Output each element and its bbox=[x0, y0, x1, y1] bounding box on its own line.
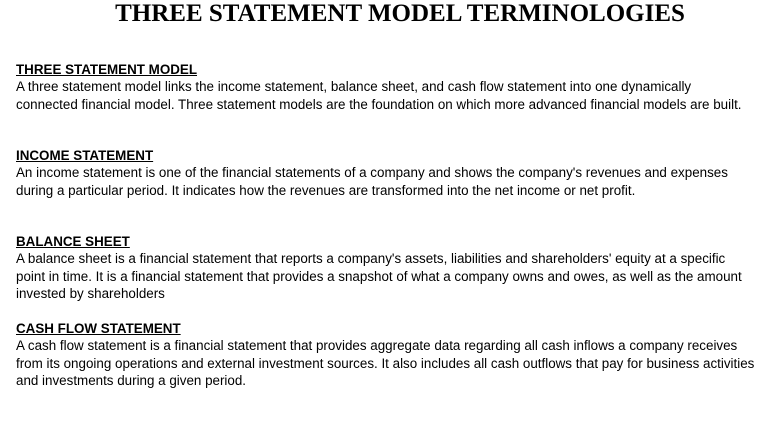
page-title: THREE STATEMENT MODEL TERMINOLOGIES bbox=[115, 0, 685, 27]
section-cash-flow-statement bbox=[16, 320, 756, 389]
section-body: A cash flow statement is a financial statement that provides aggregate data regarding all cash inflows a company receives from its ongoing operations and external investment sources. It also includes all cash outflows that pay for business activities and investments during a given period. bbox=[16, 338, 755, 388]
section-body: A three statement model links the income statement, balance sheet, and cash flow statement into one dynamically connected financial model. Three statement models are the foundation on which more advanced financial models are built. bbox=[16, 79, 742, 112]
section-heading: THREE STATEMENT MODEL bbox=[16, 62, 198, 77]
section-balance-sheet bbox=[16, 233, 756, 302]
section-three-statement-model bbox=[16, 61, 756, 113]
section-heading: CASH FLOW STATEMENT bbox=[16, 321, 181, 336]
section-heading: INCOME STATEMENT bbox=[16, 148, 154, 163]
section-body: A balance sheet is a financial statement that reports a company's assets, liabilities and shareholders' equity at a specific point in time. It is a financial statement that provides a snapshot of what a company owns and owes, as well as the amount invested by shareholders bbox=[16, 251, 742, 301]
section-income-statement bbox=[16, 147, 756, 199]
section-body: An income statement is one of the financial statements of a company and shows the company's revenues and expenses during a particular period. It indicates how the revenues are transformed into the net income or net profit. bbox=[16, 165, 728, 198]
section-heading: BALANCE SHEET bbox=[16, 234, 130, 249]
